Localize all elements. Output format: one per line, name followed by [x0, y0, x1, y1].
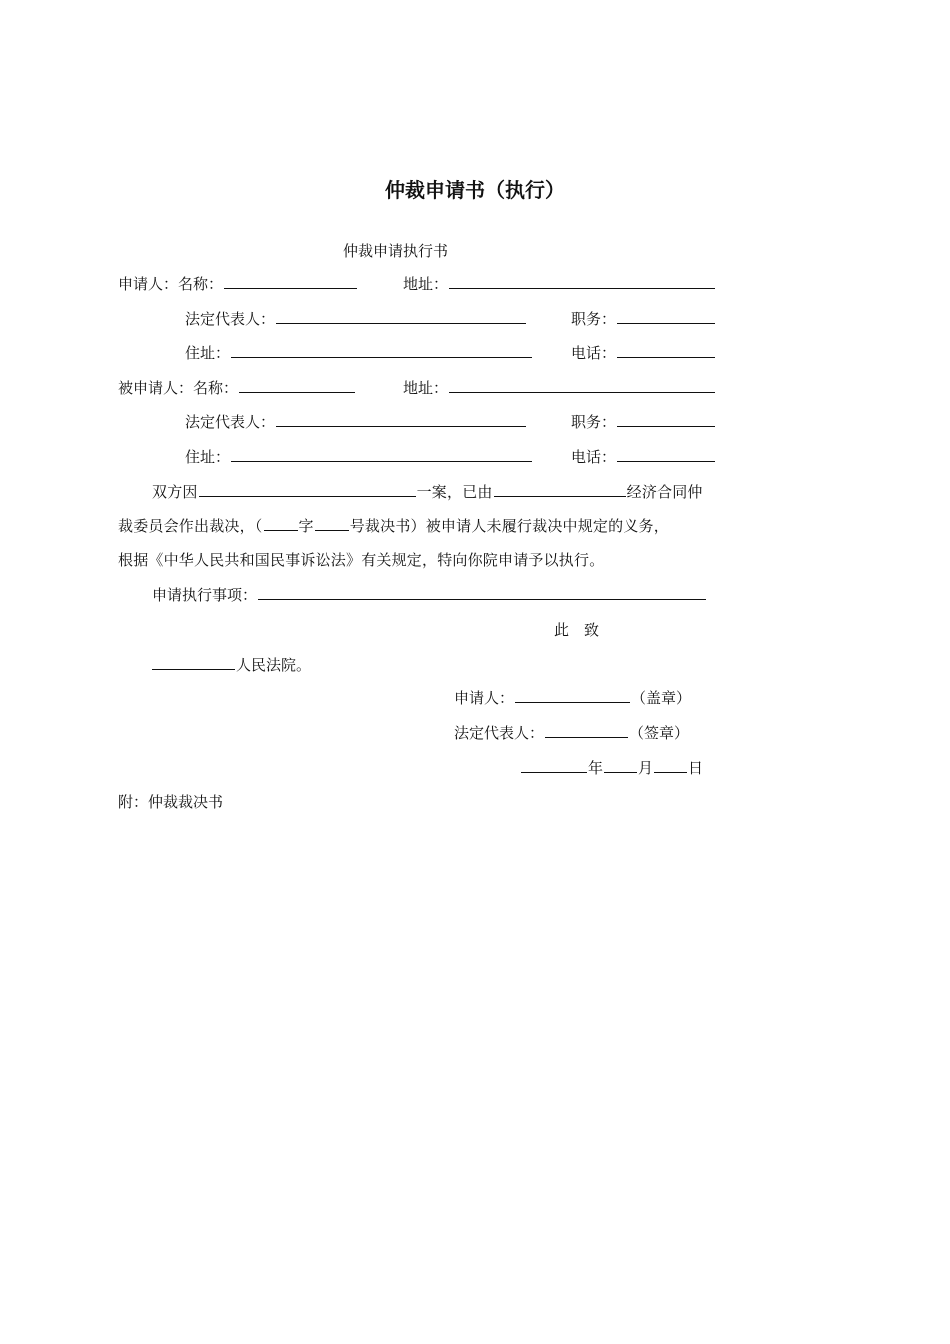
respondent-position-row: [571, 411, 716, 433]
body-text: 号裁决书）被申请人未履行裁决中规定的义务，: [349, 517, 669, 535]
applicant-legal-rep-row: [185, 308, 527, 330]
date-year-label: 年: [588, 759, 604, 777]
body-text: 经济合同仲: [626, 483, 703, 501]
signature-applicant-label: 申请人：: [454, 689, 515, 707]
matters-row: [152, 584, 707, 606]
applicant-residence-row: [185, 342, 533, 364]
body-text: 根据《中华人民共和国民事诉讼法》有关规定，特向你院申请予以执行。: [118, 551, 605, 569]
applicant-address-row: [403, 273, 716, 295]
matters-field[interactable]: [258, 584, 706, 600]
respondent-address-row: [403, 377, 716, 399]
body-paragraph-line-3: [118, 549, 604, 571]
date-month-field[interactable]: [604, 757, 637, 773]
applicant-position-label: 职务：: [571, 310, 617, 328]
respondent-legal-rep-row: [185, 411, 527, 433]
respondent-residence-field[interactable]: [231, 446, 532, 462]
respondent-position-label: 职务：: [571, 413, 617, 431]
attachment-note: 附：仲裁裁决书: [118, 793, 224, 811]
signature-applicant-row: [454, 687, 691, 709]
applicant-address-field[interactable]: [449, 273, 715, 289]
date-day-field[interactable]: [654, 757, 687, 773]
respondent-residence-label: 住址：: [185, 448, 231, 466]
matters-label: 申请执行事项：: [152, 586, 258, 604]
case-name-field[interactable]: [199, 481, 416, 497]
applicant-phone-row: [571, 342, 716, 364]
body-text: 一案，已由: [416, 483, 493, 501]
respondent-label: 被申请人：: [118, 379, 194, 397]
applicant-residence-field[interactable]: [231, 342, 532, 358]
respondent-phone-row: [571, 446, 716, 468]
applicant-position-field[interactable]: [617, 308, 715, 324]
document-subtitle: 仲裁申请执行书: [343, 242, 449, 260]
applicant-name-field[interactable]: [224, 273, 357, 289]
signature-legal-rep-field[interactable]: [545, 722, 628, 738]
date-month-label: 月: [638, 759, 654, 777]
applicant-name-label: 名称：: [178, 275, 224, 293]
court-row: [152, 654, 311, 676]
respondent-phone-label: 电话：: [571, 448, 617, 466]
applicant-phone-field[interactable]: [617, 342, 715, 358]
respondent-position-field[interactable]: [617, 411, 715, 427]
date-day-label: 日: [688, 759, 704, 777]
applicant-row-1: [118, 273, 358, 295]
applicant-legal-rep-field[interactable]: [276, 308, 526, 324]
respondent-phone-field[interactable]: [617, 446, 715, 462]
applicant-residence-label: 住址：: [185, 344, 231, 362]
body-paragraph-line-1: [152, 481, 703, 503]
court-suffix: 人民法院。: [236, 656, 312, 674]
body-paragraph-line-2: [118, 515, 669, 537]
award-word-field[interactable]: [264, 515, 298, 531]
award-number-field[interactable]: [315, 515, 349, 531]
signature-legal-rep-row: [454, 722, 689, 744]
respondent-name-field[interactable]: [239, 377, 355, 393]
applicant-label: 申请人：: [118, 275, 179, 293]
respondent-name-label: 名称：: [193, 379, 239, 397]
court-name-field[interactable]: [152, 654, 235, 670]
applicant-legal-rep-label: 法定代表人：: [185, 310, 276, 328]
respondent-address-label: 地址：: [403, 379, 449, 397]
respondent-legal-rep-label: 法定代表人：: [185, 413, 276, 431]
seal-note: （盖章）: [631, 689, 692, 707]
salutation: 此 致: [554, 621, 600, 639]
body-text: 字: [298, 517, 314, 535]
sign-note: （签章）: [629, 724, 690, 742]
applicant-address-label: 地址：: [403, 275, 449, 293]
respondent-row-1: [118, 377, 356, 399]
respondent-legal-rep-field[interactable]: [276, 411, 526, 427]
respondent-address-field[interactable]: [449, 377, 715, 393]
commission-name-field[interactable]: [494, 481, 626, 497]
applicant-phone-label: 电话：: [571, 344, 617, 362]
applicant-position-row: [571, 308, 716, 330]
body-text: 裁委员会作出裁决，（: [118, 517, 263, 535]
body-text: 双方因: [152, 483, 198, 501]
date-year-field[interactable]: [521, 757, 587, 773]
respondent-residence-row: [185, 446, 533, 468]
document-title: 仲裁申请书（执行）: [385, 178, 565, 202]
signature-applicant-field[interactable]: [515, 687, 630, 703]
date-row: [521, 757, 703, 779]
signature-legal-rep-label: 法定代表人：: [454, 724, 545, 742]
